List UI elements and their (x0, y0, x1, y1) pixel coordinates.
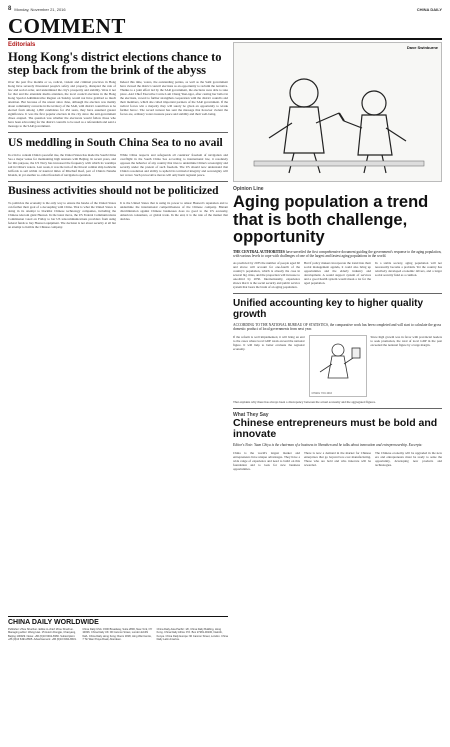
dateline: Monday, November 21, 2016 (14, 6, 66, 12)
editorial-2-text-a: In a bid to contain China's peaceful rise, the United States has made the South China Sea a major venue for maintaining high tensions with Beijing. In recent years, and for this purpose, the US Navy has increased the frequency with which its warships sail in China's waters. Last week, it was the turn of the littoral combat ship Gabrielle Giffords to sail within 12 nautical miles of Mischief Reef, part of China's Nansha Islands, in yet another so-called freedom of navigation operation. (8, 152, 116, 177)
editorial-3-text-b: It is the United States that is using its power to smear Huawei's reputation and to undermine the international competitiveness of the Chinese company. Blatant discrimination against Chinese businesses does no good to the US economy, American consumers, or global trade. In the end, it is the rule of the market that decides. (120, 201, 228, 222)
opinion-lede (233, 250, 442, 259)
editorial-1-body (8, 80, 228, 128)
editorial-3-text-a: To politicize the economy is the only way to ensure the hawks of the United States can further their goal of a decoupling with China. That is what the United States is doing in its attempt to blacklist Chinese technology companies, including the Chinese telecom giant Huawei. In the latest move, the US Federal Communications Commission voted on Friday to bar US telecommunications providers from using federal funds to buy Huawei equipment. The decision is not about security at all but an attempt to hobble the Chinese company. (8, 201, 116, 230)
editorial-headline-2: US meddling in South China Sea to no avail (8, 136, 223, 149)
staff-box-columns (8, 628, 228, 641)
divider (8, 181, 228, 182)
editorials-column (8, 42, 228, 229)
opinion-text-c: In a stable society, aging population will not necessarily become a problem. Yet the country has relatively developed economic drivers, and a larger social security fund as a cushion. (375, 261, 442, 278)
masthead-rule (8, 38, 442, 40)
divider (233, 408, 442, 409)
editorial-headline-1: Hong Kong's district elections chance to step back from the brink of the abyss (8, 50, 222, 77)
opinion-column (233, 42, 442, 471)
staff-box-col-2: China Daily USA: 1500 Broadway, Suite 2800, New York, NY 10036. China Daily UK: 90 Cannon Street, London EC4N 6HA. China Daily Hong Kong: Room 1818, Hing Wai Centre, 7 Tin Wan Praya Road, Aberdeen. (82, 628, 153, 641)
opinion-text-b: But if policy makers incorporate the trend into their social management agenda, it could also bring up opportunities and the elderly industry and development. A sound support system of services and a good health system would mean a lot for the aged population. (304, 261, 371, 286)
illustration-figure (310, 336, 366, 390)
page-meta (8, 6, 66, 12)
wts-text-b: There is now a demand in the market for Chinese enterprises that go beyond low-cost manufacturing. Those who are bold and who innovate will be rewarded. (304, 450, 371, 467)
editorial-cartoon (233, 42, 442, 182)
opinion-subhead: Unified accounting key to higher quality growth (233, 297, 424, 320)
editorial-3-body (8, 201, 228, 229)
subhead-text-b: Since high growth was in favor with provincial leaders to seek promotion, the total of local GDP in the past exceeded the national figure by a large margin. (370, 334, 442, 347)
subhead-body (233, 335, 442, 397)
section-masthead: COMMENT (8, 14, 126, 38)
editorial-2-body (8, 153, 228, 177)
editorials-tag: Editorials (8, 42, 36, 48)
what-they-say-tag: What They Say (233, 412, 269, 419)
what-they-say-body (233, 451, 442, 471)
opinion-lede-lead: THE CENTRAL AUTHORITIES (233, 249, 285, 254)
what-they-say-headline: Chinese entrepreneurs must be bold and innovate (233, 417, 438, 441)
illustration-caption: CHANG YOU 2016 (311, 391, 332, 395)
staff-box (8, 616, 228, 744)
editorial-1-text-a: Over the past five months or so, radical, violent and criminal practices in Hong Kong have severely threatened people's safety and property, disrupted the rule of law and social order, and undermined the city's prosperity and stability. Were it not for that and the attendant media attention, the local council elections in the Hong Kong Special Administrative Region on Sunday would not have grabbed so much attention. But because of the unrest since June, although the election was mainly about community concerns in the territory of the SAR, with district councillors to be elected from among 1,090 candidates for 452 seats, they have assumed greater significance. It was the first popular election in the city since the anti-government chaos erupted. The question was whether the electorate would follow those who have been advocating for the district councils to be used as a referendum and send a message to the SAR government. (8, 80, 116, 128)
subhead-text-c: That explains why there has always been a discrepancy between the actual economy and the aggregated figures. (233, 399, 376, 404)
divider (233, 293, 442, 294)
wts-text-a: China is the world's largest market and entrepreneurs have unique advantages. They have a wide range of experience and need to build on this foundation and to look for new business opportunities. (233, 450, 300, 471)
subhead-illustration (309, 335, 367, 397)
editorial-2-text-b: While China respects and safeguards all countries' freedom of navigation and overflight in the South China Sea according to international law, it resolutely opposes the behavior of any country that tries to undermine China's sovereignty and security under the pretext of such freedom. The US should now understand that China's resolution and ability to uphold its territorial integrity and sovereignty will not waver. Such provocative moves will only harm regional peace. (120, 152, 228, 177)
staff-box-col-3: China Daily Asia Pacific: 1/F, China Daily Building, Hong Kong. China Daily Africa: P.O. Box 27281-00100, Nairobi, Kenya. China Daily Europe: 90 Cannon Street, London. China Daily Latin America. (156, 628, 228, 641)
divider (8, 132, 228, 133)
opinion-line-tag: Opinion Line (233, 186, 264, 192)
editorial-1-text-b: Indeed this time, voters, the outstanding parties, as well as the SAR government have viewed the district council elections as an opportunity to reclaim the narrative. Thanks to a joint effort led by the SAR government, the elections were able to take place. And Chief Executive Carrie Lam Cheng Yuet-ngor, after casting her ballot in the elections, vowed to further strengthen cooperation with the district councils and their members, which she called important partners of the SAR government. If the radical forces win a majority they will surely be given an opportunity to wreak further havoc. The record turnout has sent the message that however violent the forces are, ordinary voters treasure peace and stability and their well-being. (120, 80, 228, 116)
opinion-text-a: As predicted by 2035 the number of people aged 60 and above will account for one-fourth of the country's population, which is already the case in several big cities, and the proportion will increase to one-third by 2050. Internationally, experience shows that it is the social security and public service system that bears the brunt of an aging population. (233, 261, 300, 290)
opinion-headline: Aging population a trend that is both challenge, opportunity (233, 193, 429, 246)
staff-box-col-1: Publisher: Zhou Shuchun. Editor-in-chief: Zhou Shuchun. Managing editor: Wang Hao. 15 Huixin Dongjie, Chaoyang, Beijing 100029. News: +86 (0)10 6491-8366. Subscription: +86 (0)10 6491-8665. Advertisement: +86 (0)10 6491-8631. (8, 628, 77, 641)
cartoon-credit: Dave Swinburne (406, 45, 438, 50)
opinion-body (233, 261, 442, 289)
editorial-headline-3: Business activities should not be politicized (8, 185, 219, 198)
staff-box-brand: CHINA DAILY WORLDWIDE (8, 619, 99, 626)
cartoon-illustration (234, 43, 441, 181)
subhead-lede: ACCORDING TO THE NATIONAL BUREAU OF STATISTICS, the comparative work has been completed and will start to calculate the gross domestic product of local governments from next year. (233, 322, 442, 332)
opinion-lede-text: have unveiled the first comprehensive document guiding the government's response to the aging population, with various levels to cope with challenges of one of the largest and fastest aging populations in the world. (233, 249, 442, 258)
page-number: 8 (8, 6, 12, 12)
publication-name: CHINA DAILY (416, 6, 442, 12)
wts-text-c: The Chinese economy will be upgraded in the new era and entrepreneurs must be ready to seize the opportunity, developing new products and technologies. (375, 450, 442, 467)
what-they-say-note: Editor's Note: Yuan Chiyu is the chairman of a business in Shenzhen and he talks about innovation and entrepreneurship. Excerpts: (233, 443, 423, 448)
subhead-text-a: If the reform is well implemented, it will bring an end to the cases where local GDP totals exceed the national figure. It will help to better evaluate the regional economy. (233, 334, 305, 351)
page-topbar (8, 4, 442, 14)
